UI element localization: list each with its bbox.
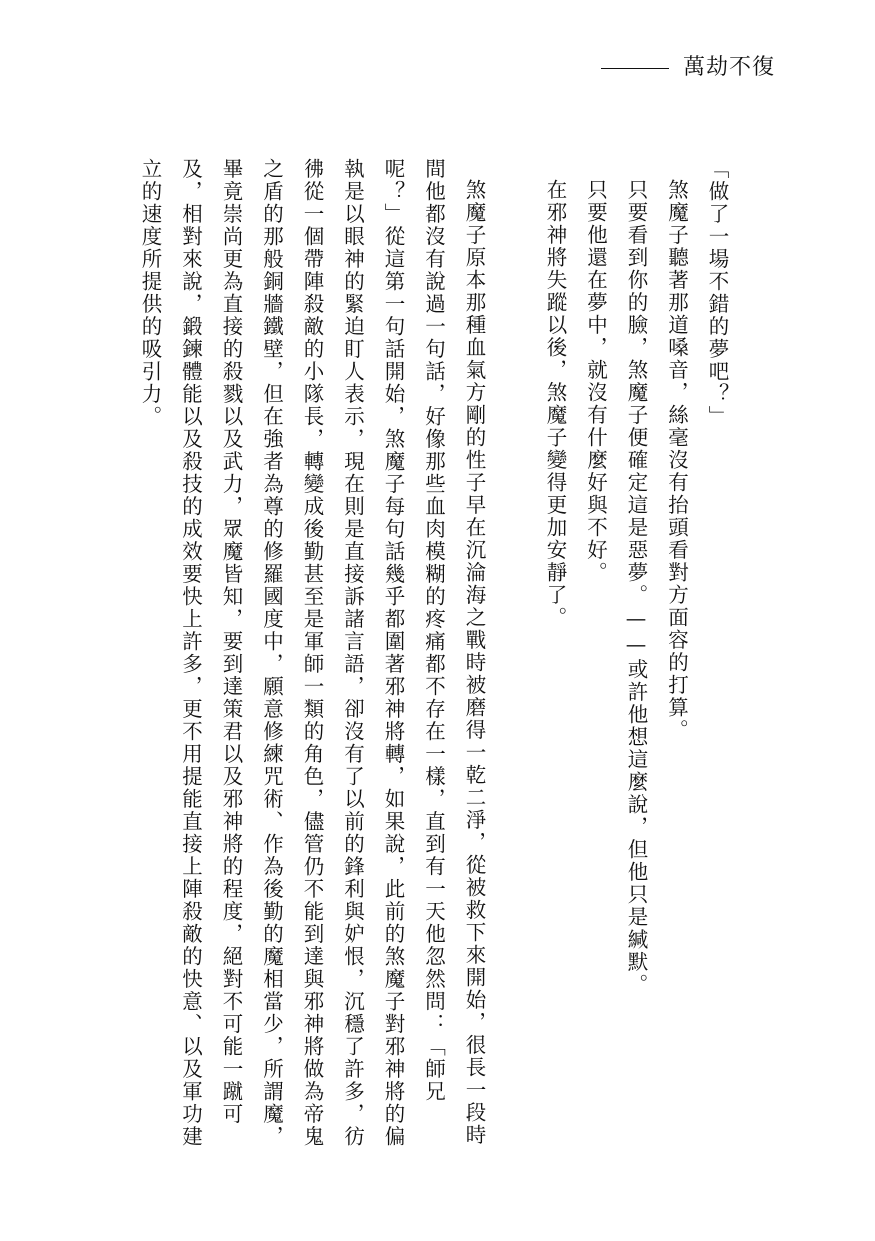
vertical-body-text xyxy=(130,158,738,1148)
paragraph: 只要他還在夢中，就沒有什麼好與不好。 xyxy=(583,178,608,584)
header-rule xyxy=(601,68,669,69)
paragraph: 在邪神將失蹤以後，煞魔子變得更加安靜了。 xyxy=(543,178,567,629)
paragraph: 煞魔子原本那種血氣方剛的性子早在沉淪海之戰時被磨得一乾二淨，從被救下來開始，很長一段時間他都沒有說過一句話，好像那些血肉模糊的疼痛都不存在一樣，直到有一天他忽然問：「師兄呢？」從這第一句話開始，煞魔子每句話幾乎都圍著邪神將轉，如果說，此前的煞魔子對邪神將的偏執是以眼神的緊迫盯人表示，現在則是直接訴諸言語，卻沒有了以前的鋒利與妒恨，沉穩了許多，彷彿從一個帶陣殺敵的小隊長，轉變成後勤甚至是軍師一類的角色，儘管仍不能到達與邪神將做為帝鬼之盾的那般銅牆鐵壁，但在強者為尊的修羅國度中，願意修練咒術、作為後勤的魔相當少，所謂魔，畢竟崇尚更為直接的殺戮以及武力，眾魔皆知，要到達策君以及邪神將的程度，絕對不可能一蹴可及，相對來說，鍛鍊體能以及殺技的成效要快上許多，更不用提能直接上陣殺敵的快意、以及軍功建立的速度所提供的吸引力。 xyxy=(138,158,486,1148)
chapter-title: 萬劫不復 xyxy=(682,55,775,80)
paragraph: 只要看到你的臉，煞魔子便確定這是惡夢。——或許他想這麼說，但他只是緘默。 xyxy=(624,178,648,996)
running-header xyxy=(601,52,775,84)
paragraph-dialogue: 「做了一場不錯的夢吧？」 xyxy=(705,158,729,428)
paragraph: 煞魔子聽著那道嗓音，絲毫沒有抬頭看對方面容的打算。 xyxy=(664,178,689,741)
